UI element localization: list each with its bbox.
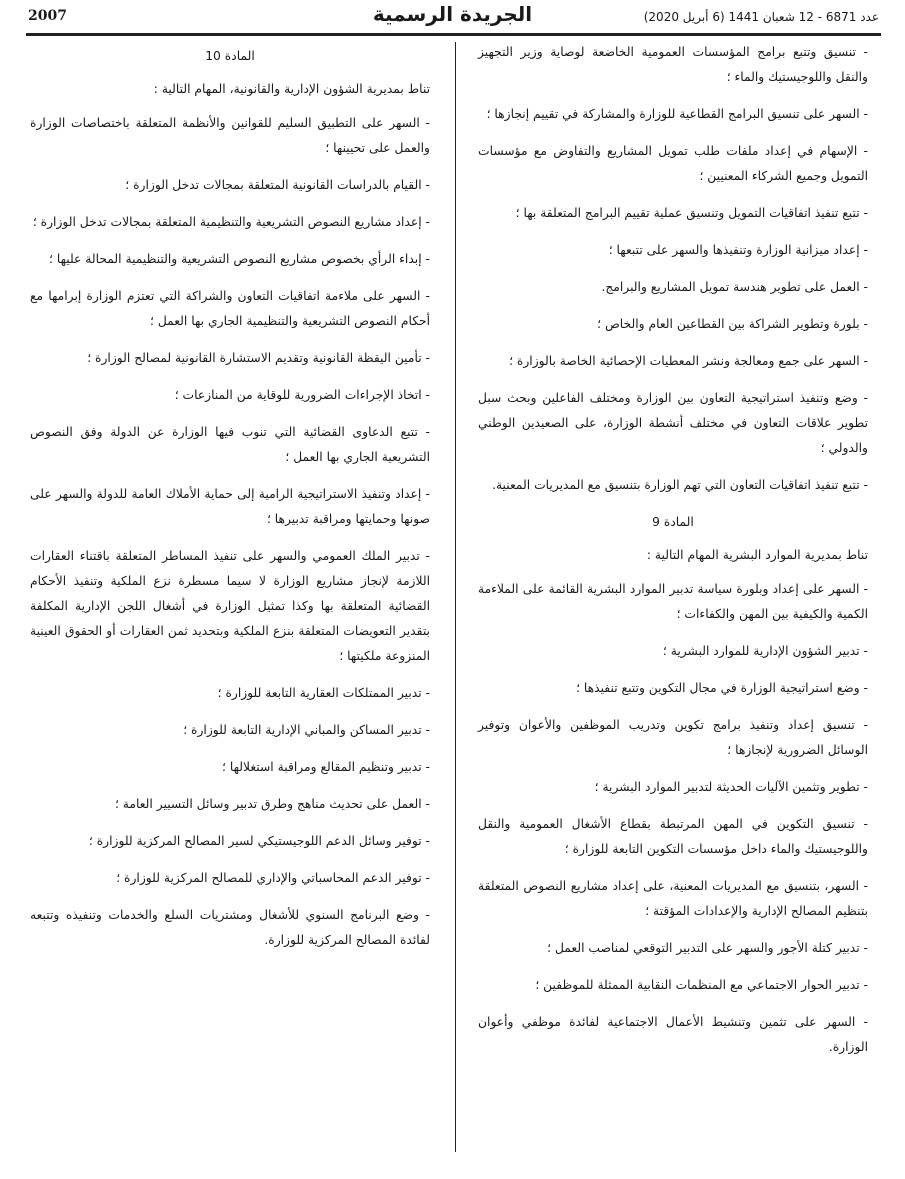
article-10-item: - اتخاذ الإجراءات الضرورية للوقاية من المنازعات ؛	[174, 388, 430, 402]
article-9-item: - تدبير كتلة الأجور والسهر على التدبير التوقعي لمناصب العمل ؛	[547, 941, 868, 955]
article-9-item: - السهر على تثمين وتنشيط الأعمال الاجتماعية لفائدة موظفي وأعوان الوزارة.	[478, 1015, 868, 1054]
left-column	[30, 40, 430, 965]
issue-info: عدد 6871 - 12 شعبان 1441 (6 أبريل 2020)	[643, 10, 879, 24]
page-number: 2007	[28, 8, 67, 24]
header-rule	[26, 33, 881, 36]
article-9-intro: تناط بمديرية الموارد البشرية المهام التالية :	[646, 548, 868, 562]
article-9-item: - وضع استراتيجية الوزارة في مجال التكوين وتتبع تنفيذها ؛	[576, 681, 868, 695]
article-9-item: - تطوير وتثمين الآليات الحديثة لتدبير الموارد البشرية ؛	[594, 780, 868, 794]
right-column	[478, 40, 868, 1072]
article-10-item: - تأمين اليقظة القانونية وتقديم الاستشارة القانونية لمصالح الوزارة ؛	[87, 351, 430, 365]
right-column-item: - السهر على جمع ومعالجة ونشر المعطيات الإحصائية الخاصة بالوزارة ؛	[509, 354, 868, 368]
article-10-item: - تدبير الممتلكات العقارية التابعة للوزارة ؛	[217, 686, 430, 700]
article-9-item: - تنسيق التكوين في المهن المرتبطة بقطاع الأشغال العمومية والنقل واللوجيستيك والماء داخل مؤسسات التكوين التابعة للوزارة ؛	[478, 817, 868, 856]
article-10-item: - السهر على ملاءمة اتفاقيات التعاون والشراكة التي تعتزم الوزارة إبرامها مع أحكام النصوص التشريعية والتنظيمية الجاري بها العمل ؛	[30, 289, 430, 328]
page-header	[0, 0, 905, 34]
right-column-item: - وضع وتنفيذ استراتيجية التعاون بين الوزارة ومختلف الفاعلين وبحث سبل تطوير علاقات التعاون في مختلف أنشطة الوزارة، على الصعيدين الوطني والدولي ؛	[478, 391, 868, 455]
article-9-heading: المادة 9	[652, 515, 694, 529]
article-10-item: - السهر على التطبيق السليم للقوانين والأنظمة المتعلقة باختصاصات الوزارة والعمل على تحيينها ؛	[30, 116, 430, 155]
article-10-item: - توفير الدعم المحاسباتي والإداري للمصالح المركزية للوزارة ؛	[116, 871, 430, 885]
right-items-top	[478, 40, 868, 498]
article-9-item: - تدبير الحوار الاجتماعي مع المنظمات النقابية الممثلة للموظفين ؛	[535, 978, 868, 992]
right-column-item: - الإسهام في إعداد ملفات طلب تمويل المشاريع والتفاوض مع مؤسسات التمويل وجميع الشركاء المعنيين ؛	[478, 144, 868, 183]
right-column-item: - العمل على تطوير هندسة تمويل المشاريع والبرامج.	[601, 280, 868, 294]
right-column-item: - إعداد ميزانية الوزارة وتنفيذها والسهر على تتبعها ؛	[608, 243, 868, 257]
article-10-item: - تدبير الملك العمومي والسهر على تنفيذ المساطر المتعلقة باقتناء العقارات اللازمة لإنجاز مشاريع الوزارة لا سيما مسطرة نزع الملكية وتنفيذ الأحكام القضائية المتعلقة بها وكذا تمثيل الوزارة في أشغال اللجن الإدارية المكلفة بتقدير التعويضات المتعلقة بنزع الملكية وبتحديد ثمن العقارات أو الحقوق العينية المنزوعة ملكيتها ؛	[30, 549, 430, 663]
right-column-item: - تنسيق وتتبع برامج المؤسسات العمومية الخاضعة لوصاية وزير التجهيز والنقل واللوجيستيك والماء ؛	[478, 45, 868, 84]
article-9-item: - السهر على إعداد وبلورة سياسة تدبير الموارد البشرية القائمة على الملاءمة الكمية والكيفية بين المهن والكفاءات ؛	[478, 582, 868, 621]
right-column-item: - تتبع تنفيذ اتفاقيات التعاون التي تهم الوزارة بتنسيق مع المديريات المعنية.	[492, 478, 868, 492]
article-10-item: - توفير وسائل الدعم اللوجيستيكي لسير المصالح المركزية للوزارة ؛	[88, 834, 430, 848]
article-10-item: - القيام بالدراسات القانونية المتعلقة بمجالات تدخل الوزارة ؛	[125, 178, 430, 192]
article-9-item: - السهر، بتنسيق مع المديريات المعنية، على إعداد مشاريع النصوص المتعلقة بتنظيم المصالح الإدارية والإعدادات المؤقتة ؛	[478, 879, 868, 918]
article-10-item: - إبداء الرأي بخصوص مشاريع النصوص التشريعية والتنظيمية المحالة عليها ؛	[49, 252, 430, 266]
right-column-item: - بلورة وتطوير الشراكة بين القطاعين العام والخاص ؛	[597, 317, 868, 331]
article-10-items	[30, 111, 430, 953]
article-10-item: - إعداد وتنفيذ الاستراتيجية الرامية إلى حماية الأملاك العامة للدولة والسهر على صونها وحمايتها ومراقبة تدبيرها ؛	[30, 487, 430, 526]
article-10-intro: تناط بمديرية الشؤون الإدارية والقانونية، المهام التالية :	[153, 82, 430, 96]
article-9-item: - تدبير الشؤون الإدارية للموارد البشرية ؛	[662, 644, 868, 658]
journal-title: الجريدة الرسمية	[372, 2, 533, 26]
column-divider	[455, 42, 456, 1152]
article-10-item: - العمل على تحديث مناهج وطرق تدبير وسائل التسيير العامة ؛	[114, 797, 430, 811]
article-10-item: - تتبع الدعاوى القضائية التي تنوب فيها الوزارة عن الدولة وفق النصوص التشريعية الجاري بها العمل ؛	[30, 425, 430, 464]
article-10-item: - وضع البرنامج السنوي للأشغال ومشتريات السلع والخدمات وتنفيذه وتتبعه لفائدة المصالح المركزية للوزارة.	[30, 908, 430, 947]
article-10-heading: المادة 10	[205, 49, 255, 63]
article-10-item: - تدبير المساكن والمباني الإدارية التابعة للوزارة ؛	[183, 723, 430, 737]
article-9-item: - تنسيق إعداد وتنفيذ برامج تكوين وتدريب الموظفين والأعوان وتوفير الوسائل الضرورية لإنجازها ؛	[478, 718, 868, 757]
article-10-item: - تدبير وتنظيم المقالع ومراقبة استغلالها ؛	[222, 760, 430, 774]
right-column-item: - السهر على تنسيق البرامج القطاعية للوزارة والمشاركة في تقييم إنجازها ؛	[486, 107, 868, 121]
article-10-item: - إعداد مشاريع النصوص التشريعية والتنظيمية المتعلقة بمجالات تدخل الوزارة ؛	[32, 215, 430, 229]
article-9-items	[478, 577, 868, 1060]
right-column-item: - تتبع تنفيذ اتفاقيات التمويل وتنسيق عملية تقييم البرامج المتعلقة بها ؛	[515, 206, 868, 220]
